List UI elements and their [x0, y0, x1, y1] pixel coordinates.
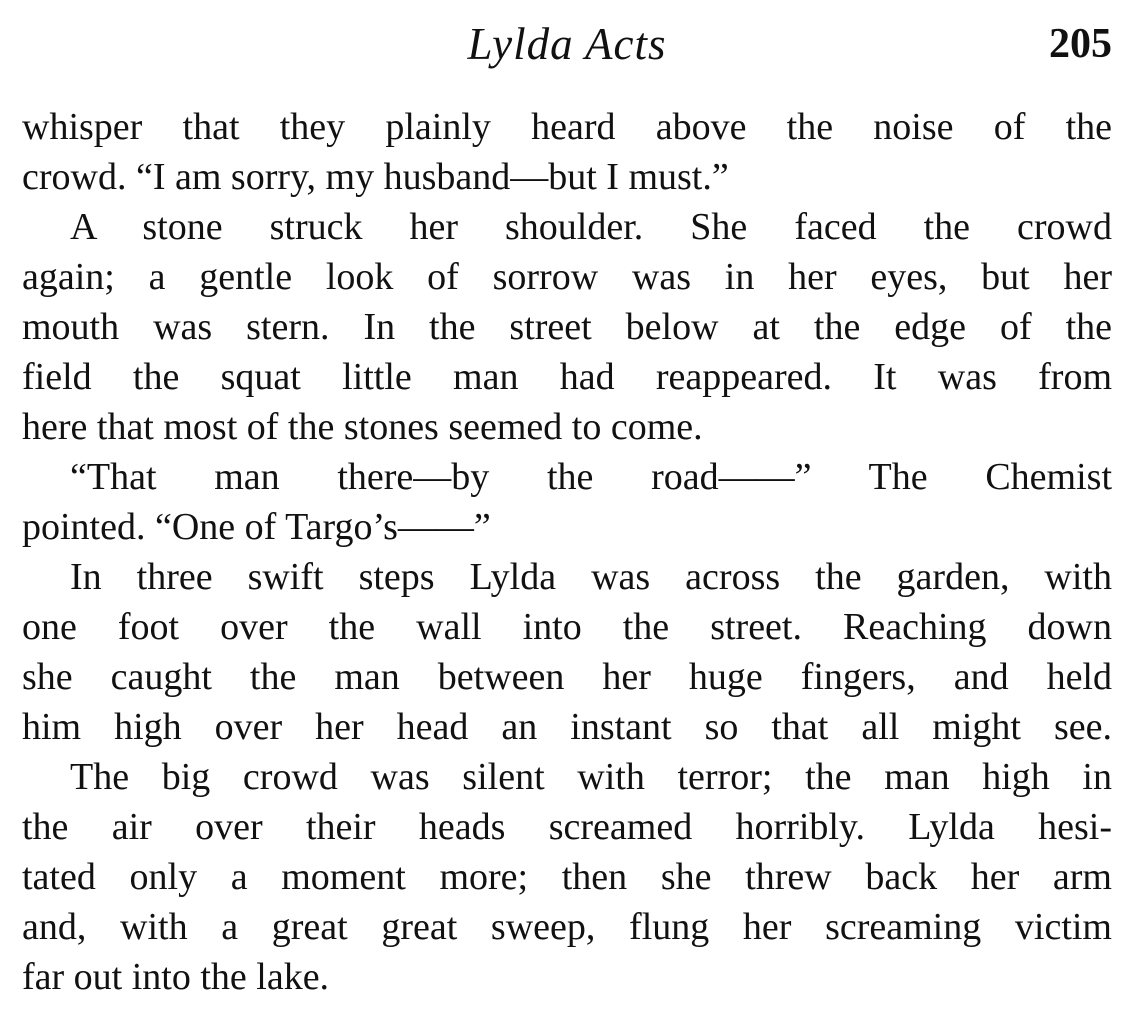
text-line: again; a gentle look of sorrow was in her eyes, but her	[22, 256, 1112, 298]
book-page	[22, 14, 1112, 1002]
text-line: far out into the lake.	[22, 956, 330, 998]
running-head	[22, 14, 1112, 74]
chapter-title: Lylda Acts	[467, 19, 667, 69]
text-line: whisper that they plainly heard above the noise of the	[22, 106, 1112, 148]
text-line: In three swift steps Lylda was across the garden, with	[70, 556, 1112, 598]
text-line: she caught the man between her huge fingers, and held	[22, 656, 1112, 698]
text-line: field the squat little man had reappeared. It was from	[22, 356, 1112, 398]
paragraph	[22, 102, 1112, 202]
text-line: crowd. “I am sorry, my husband—but I must.”	[22, 156, 729, 198]
text-line: and, with a great great sweep, flung her screaming victim	[22, 906, 1112, 948]
paragraph	[22, 552, 1112, 752]
text-line: “That man there—by the road——” The Chemist	[70, 456, 1112, 498]
body-text	[22, 102, 1112, 1002]
text-line: here that most of the stones seemed to come.	[22, 406, 703, 448]
page-number: 205	[1049, 21, 1112, 67]
text-line: one foot over the wall into the street. Reaching down	[22, 606, 1112, 648]
text-line: The big crowd was silent with terror; the man high in	[70, 756, 1112, 798]
text-line: tated only a moment more; then she threw back her arm	[22, 856, 1112, 898]
text-line: him high over her head an instant so that all might see.	[22, 706, 1112, 748]
paragraph	[22, 452, 1112, 552]
text-line: pointed. “One of Targo’s——”	[22, 506, 491, 548]
paragraph	[22, 202, 1112, 452]
text-line: the air over their heads screamed horribly. Lylda hesi-	[22, 806, 1112, 848]
text-line: A stone struck her shoulder. She faced the crowd	[70, 206, 1112, 248]
paragraph	[22, 752, 1112, 1002]
text-line: mouth was stern. In the street below at the edge of the	[22, 306, 1112, 348]
